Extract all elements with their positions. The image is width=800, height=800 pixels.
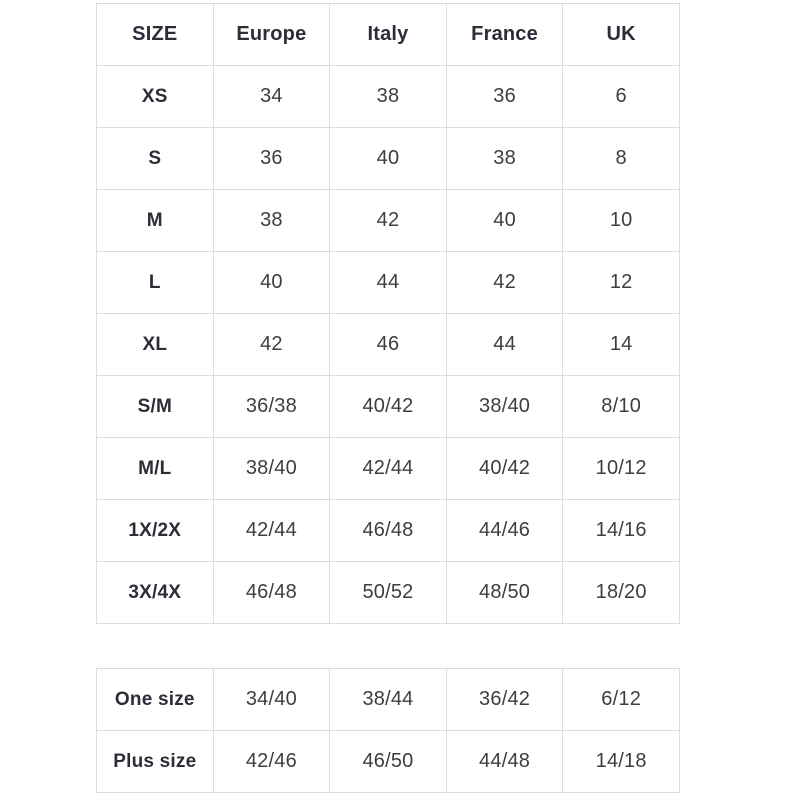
table-row-ml	[97, 438, 680, 500]
italy-value-cell: 40	[330, 128, 447, 190]
europe-value-cell: 34/40	[213, 669, 330, 731]
france-value-cell: 38	[446, 128, 563, 190]
uk-value-cell: 8/10	[563, 376, 680, 438]
france-value-cell: 40/42	[446, 438, 563, 500]
uk-value-cell: 8	[563, 128, 680, 190]
uk-value-cell: 6/12	[563, 669, 680, 731]
europe-value-cell: 36	[213, 128, 330, 190]
size-label-cell: S/M	[97, 376, 214, 438]
column-header-italy: Italy	[330, 4, 447, 66]
europe-value-cell: 40	[213, 252, 330, 314]
italy-value-cell: 46/48	[330, 500, 447, 562]
table-row-1x2x	[97, 500, 680, 562]
europe-value-cell: 42/44	[213, 500, 330, 562]
uk-value-cell: 18/20	[563, 562, 680, 624]
france-value-cell: 36/42	[446, 669, 563, 731]
france-value-cell: 42	[446, 252, 563, 314]
table-row-m	[97, 190, 680, 252]
italy-value-cell: 50/52	[330, 562, 447, 624]
france-value-cell: 40	[446, 190, 563, 252]
france-value-cell: 44/46	[446, 500, 563, 562]
italy-value-cell: 40/42	[330, 376, 447, 438]
table-row-xs	[97, 66, 680, 128]
italy-value-cell: 38	[330, 66, 447, 128]
table-row-l	[97, 252, 680, 314]
size-label-cell: XL	[97, 314, 214, 376]
europe-value-cell: 38	[213, 190, 330, 252]
france-value-cell: 44	[446, 314, 563, 376]
size-label-cell: M	[97, 190, 214, 252]
europe-value-cell: 38/40	[213, 438, 330, 500]
italy-value-cell: 38/44	[330, 669, 447, 731]
size-label-cell: One size	[97, 669, 214, 731]
france-value-cell: 44/48	[446, 731, 563, 793]
size-conversion-table	[96, 3, 680, 624]
table-row-xl	[97, 314, 680, 376]
uk-value-cell: 12	[563, 252, 680, 314]
table-row-plus-size	[97, 731, 680, 793]
special-sizes-table	[96, 668, 680, 793]
size-label-cell: S	[97, 128, 214, 190]
france-value-cell: 36	[446, 66, 563, 128]
france-value-cell: 48/50	[446, 562, 563, 624]
italy-value-cell: 46/50	[330, 731, 447, 793]
europe-value-cell: 42	[213, 314, 330, 376]
column-header-uk: UK	[563, 4, 680, 66]
table-row-sm	[97, 376, 680, 438]
header-row	[97, 4, 680, 66]
uk-value-cell: 14	[563, 314, 680, 376]
italy-value-cell: 42/44	[330, 438, 447, 500]
size-label-cell: 1X/2X	[97, 500, 214, 562]
size-label-cell: 3X/4X	[97, 562, 214, 624]
italy-value-cell: 44	[330, 252, 447, 314]
uk-value-cell: 14/16	[563, 500, 680, 562]
column-header-size: SIZE	[97, 4, 214, 66]
italy-value-cell: 46	[330, 314, 447, 376]
size-label-cell: Plus size	[97, 731, 214, 793]
europe-value-cell: 34	[213, 66, 330, 128]
france-value-cell: 38/40	[446, 376, 563, 438]
size-label-cell: L	[97, 252, 214, 314]
uk-value-cell: 10/12	[563, 438, 680, 500]
size-label-cell: XS	[97, 66, 214, 128]
table-row-3x4x	[97, 562, 680, 624]
uk-value-cell: 10	[563, 190, 680, 252]
table-row-s	[97, 128, 680, 190]
table-row-one-size	[97, 669, 680, 731]
uk-value-cell: 14/18	[563, 731, 680, 793]
column-header-france: France	[446, 4, 563, 66]
europe-value-cell: 42/46	[213, 731, 330, 793]
size-label-cell: M/L	[97, 438, 214, 500]
column-header-europe: Europe	[213, 4, 330, 66]
europe-value-cell: 46/48	[213, 562, 330, 624]
europe-value-cell: 36/38	[213, 376, 330, 438]
uk-value-cell: 6	[563, 66, 680, 128]
italy-value-cell: 42	[330, 190, 447, 252]
